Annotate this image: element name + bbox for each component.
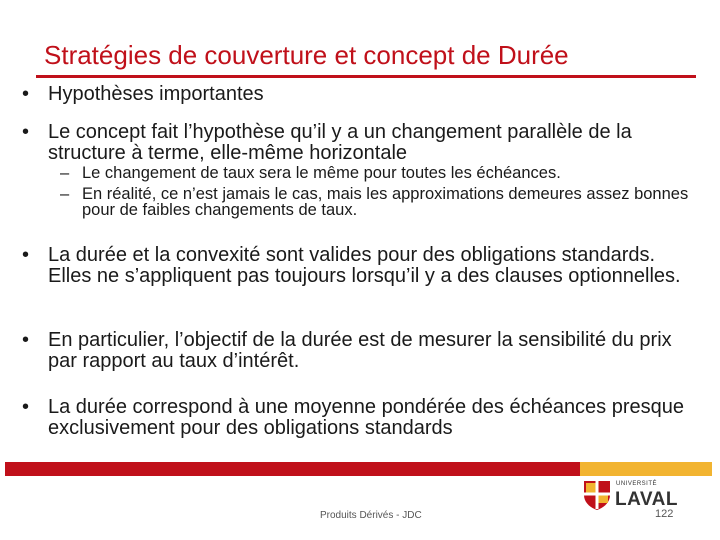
bullet-parallel-shift [22,122,700,164]
bullet-convexity [22,245,700,287]
bullet-hypotheses [22,84,700,105]
bullet-text: La durée et la convexité sont valides pour des obligations standards. Elles ne s’appliquent pas toujours lorsqu’il y a des clauses optionnelles. [48,244,681,287]
logo-laval-text: LAVAL [615,489,679,510]
footer-bar-red [5,462,580,476]
page-number: 122 [655,508,674,520]
bullet-sensitivity [22,330,700,372]
bullet-marker: • [22,121,30,143]
slide-title: Stratégies de couverture et concept de Durée [44,40,569,70]
footer-bar-gold [580,462,712,476]
subbullet-text: Le changement de taux sera le même pour toutes les échéances. [82,164,561,182]
dash-marker: – [60,185,70,203]
bullet-text: En particulier, l’objectif de la durée est de mesurer la sensibilité du prix par rapport au taux d’intérêt. [48,329,672,372]
bullet-marker: • [22,329,30,351]
bullet-weighted-average [22,397,700,439]
bullet-text: Le concept fait l’hypothèse qu’il y a un changement parallèle de la structure à terme, elle-même horizontale [48,121,632,164]
subbullet-approximation [60,186,690,218]
subbullet-text: En réalité, ce n’est jamais le cas, mais les approximations demeures assez bonnes pour de faibles changements de taux. [82,185,689,219]
footer-text: Produits Dérivés - JDC [320,510,422,521]
dash-marker: – [60,164,70,182]
logo-university-text: UNIVERSITÉ [616,481,658,487]
subbullet-same-change [60,165,690,181]
bullet-text: Hypothèses importantes [48,83,264,105]
bullet-text: La durée correspond à une moyenne pondérée des échéances presque exclusivement pour des obligations standards [48,396,685,439]
bullet-marker: • [22,83,30,105]
title-underline [36,75,696,78]
bullet-marker: • [22,396,30,418]
shield-icon [582,479,612,511]
bullet-marker: • [22,244,30,266]
